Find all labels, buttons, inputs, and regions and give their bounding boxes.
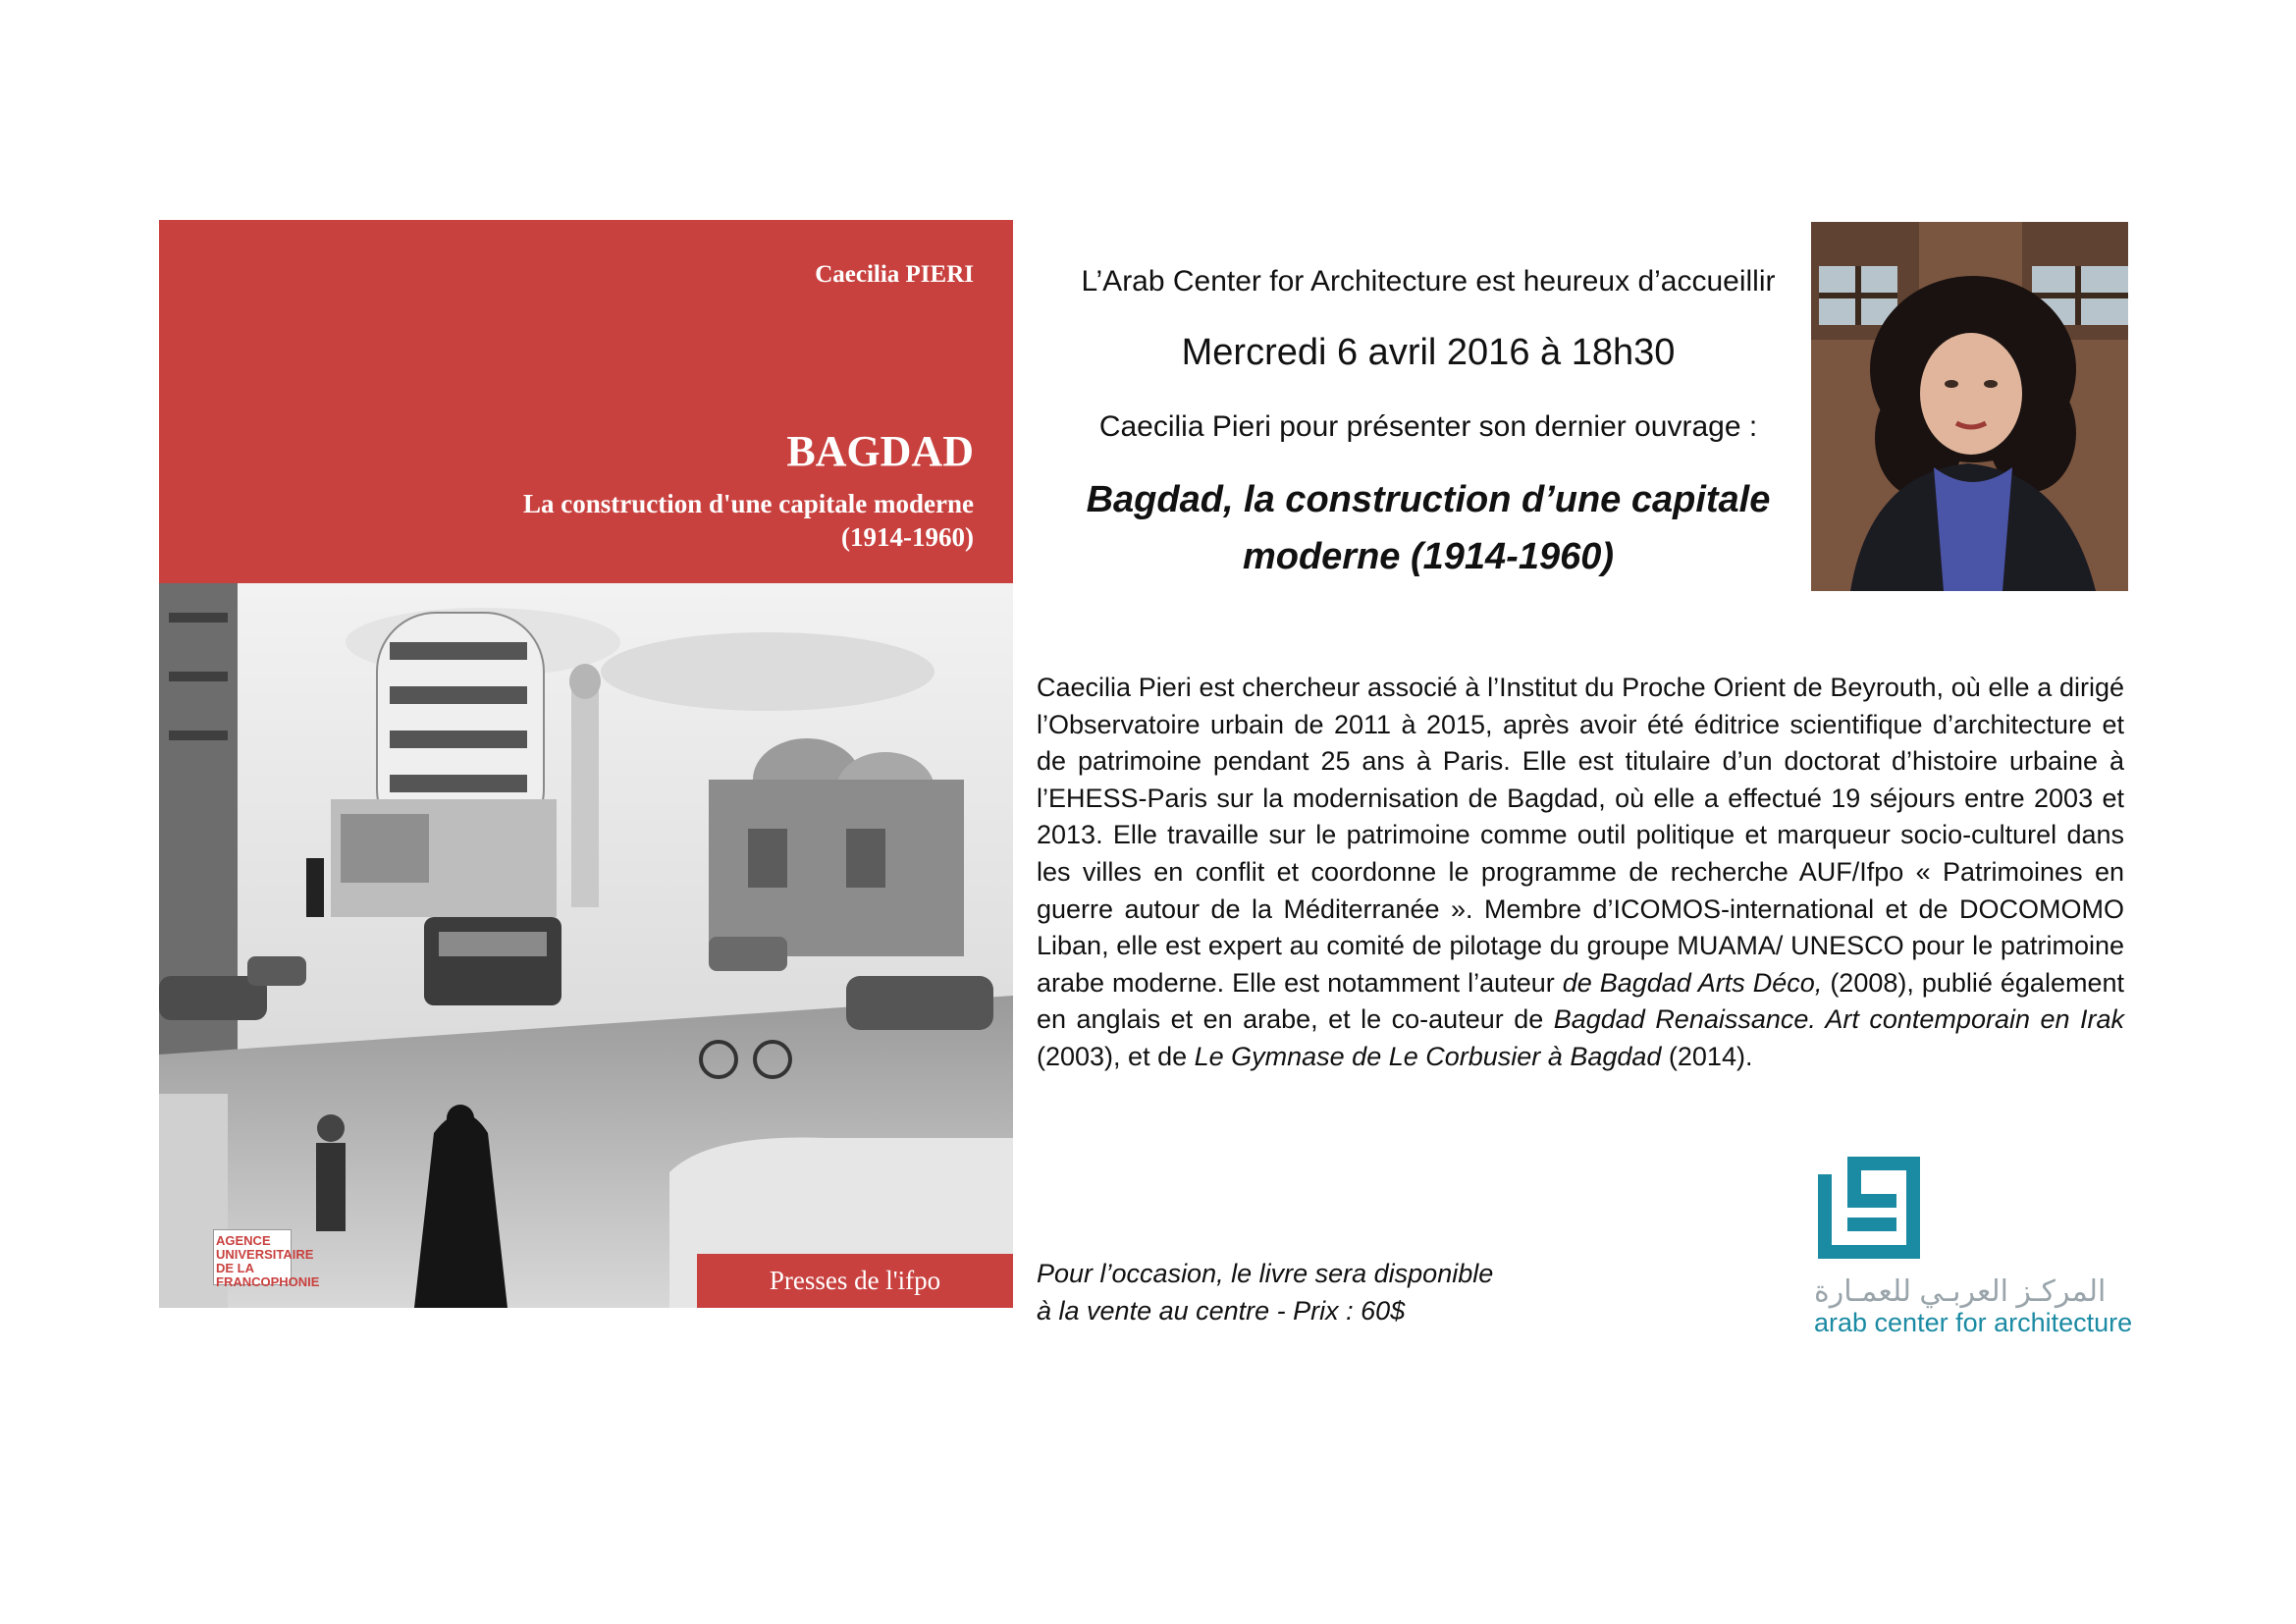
- logo-english-name: arab center for architecture: [1814, 1308, 2133, 1337]
- publisher-label: Presses de l'ifpo: [769, 1266, 941, 1295]
- bio-text-3: (2003), et de: [1037, 1041, 1195, 1071]
- publisher-band: [697, 1254, 1013, 1308]
- arab-center-logo-icon: [1818, 1157, 1920, 1259]
- logo-arabic-name: المركـز العربـي للعمـارة: [1814, 1275, 2107, 1308]
- presenter-text: Caecilia Pieri pour présenter son dernier ouvrage :: [1098, 410, 1758, 443]
- cover-author: Caecilia PIERI: [815, 261, 974, 288]
- book-cover: [159, 220, 1013, 1308]
- cover-title-band: [159, 220, 1013, 583]
- author-bio: [1037, 670, 2124, 1076]
- bio-text-2: (2008), publié également en anglais et en arabe, et le co-auteur de: [1037, 967, 2124, 1035]
- bio-work-arts-deco: de Bagdad Arts Déco,: [1562, 967, 1823, 998]
- agency-logo-text: AGENCE UNIVERSITAIRE DE LA FRANCOPHONIE: [216, 1233, 320, 1289]
- book-title-line2: moderne (1914-1960): [1242, 536, 1615, 577]
- bio-work-gymnase: Le Gymnase de Le Corbusier à Bagdad: [1194, 1041, 1662, 1071]
- bio-work-renaissance: Bagdad Renaissance. Art contemporain en Irak: [1553, 1004, 2125, 1035]
- agency-logo: [213, 1229, 320, 1289]
- cover-subtitle-line1: La construction d'une capitale moderne: [523, 489, 974, 518]
- sale-note-line1: Pour l’occasion, le livre sera disponible: [1037, 1259, 1494, 1288]
- author-portrait: [1811, 222, 2128, 591]
- intro-text: L’Arab Center for Architecture est heureux d’accueillir: [1081, 265, 1776, 298]
- sale-note: [1037, 1255, 1626, 1329]
- cover-subtitle: [385, 487, 974, 554]
- cover-subtitle-line2: (1914-1960): [841, 522, 974, 552]
- bio-text-4: (2014).: [1661, 1041, 1753, 1071]
- book-title-line1: Bagdad, la construction d’une capitale: [1086, 479, 1771, 520]
- cover-title: BAGDAD: [786, 427, 974, 475]
- bio-text-1: Caecilia Pieri est chercheur associé à l’Institut du Proche Orient de Beyrouth, où elle a dirigé l’Observatoire urbain de 2011 à 2015, après avoir été éditrice scientifique d’architecture et de patrimoine pendant 25 ans à Paris. Elle est titulaire d’un doctorat d’histoire urbaine à l’EHESS-Paris sur la modernisation de Bagdad, où elle a effectué 19 séjours entre 2003 et 2013. Elle travaille sur le patrimoine comme outil politique et marqueur socio-culturel dans les villes en conflit et coordonne le programme de recherche AUF/Ifpo « Patrimoines en guerre autour de la Méditerranée ». Membre d’ICOMOS-international et de DOCOMOMO Liban, elle est expert au comité de pilotage du groupe MUAMA/ UNESCO pour le patrimoine arabe moderne. Elle est notamment l’auteur: [1037, 673, 2124, 998]
- event-date: Mercredi 6 avril 2016 à 18h30: [1181, 332, 1676, 373]
- sale-note-line2: à la vente au centre - Prix : 60$: [1037, 1296, 1406, 1326]
- cover-photo-baghdad-street: [159, 583, 1013, 1308]
- book-title: [1021, 471, 1836, 585]
